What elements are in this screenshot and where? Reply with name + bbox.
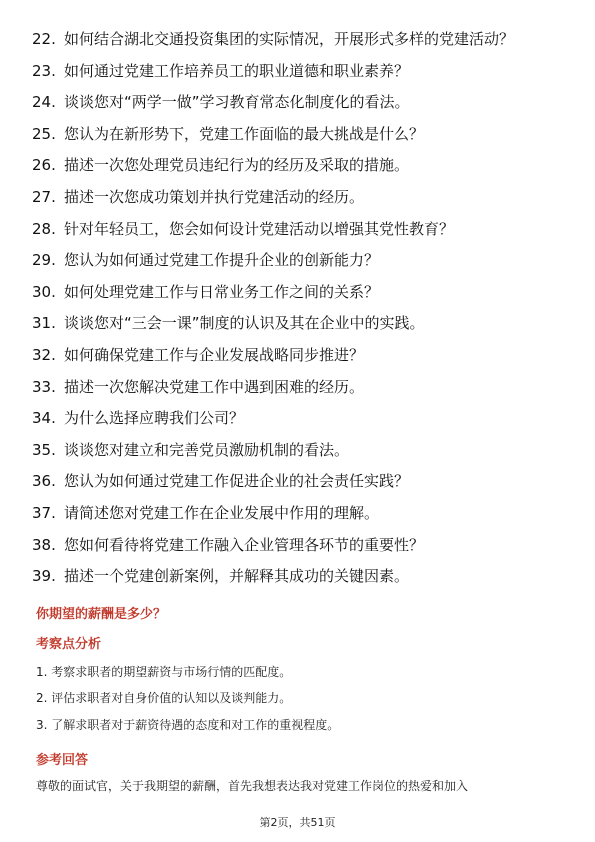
- question-number: 22.: [32, 30, 56, 48]
- list-item: [32, 439, 572, 461]
- question-text: 描述一个党建创新案例，并解释其成功的关键因素。: [64, 567, 410, 586]
- list-item: [32, 565, 572, 587]
- question-text: 如何通过党建工作培养员工的职业道德和职业素养？: [64, 61, 410, 80]
- question-text: 谈谈您对“三会一课”制度的认识及其在企业中的实践。: [64, 314, 425, 333]
- question-number: 25.: [32, 124, 56, 143]
- question-number: 24.: [32, 93, 56, 112]
- question-list: [32, 28, 572, 597]
- question-text: 谈谈您对建立和完善党员激励机制的看法。: [64, 440, 350, 459]
- salary-question-heading: 你期望的薪酬是多少？: [36, 607, 167, 622]
- list-item: [32, 407, 572, 429]
- question-text: 描述一次您成功策划并执行党建活动的经历。: [64, 187, 365, 206]
- question-text: 您如何看待将党建工作融入企业管理各环节的重要性？: [64, 535, 425, 554]
- question-text: 针对年轻员工，您会如何设计党建活动以增强其党性教育？: [64, 219, 455, 238]
- question-number: 28.: [32, 219, 56, 238]
- question-text: 您认为如何通过党建工作提升企业的创新能力？: [64, 251, 380, 270]
- question-text: 谈谈您对“两学一做”学习教育常态化制度化的看法。: [64, 93, 410, 112]
- question-text: 如何处理党建工作与日常业务工作之间的关系？: [64, 282, 380, 301]
- list-item: [32, 218, 572, 240]
- analysis-heading: 考察点分析: [36, 637, 102, 652]
- question-number: 36.: [32, 472, 56, 491]
- list-item: [32, 154, 572, 176]
- question-number: 38.: [32, 535, 56, 554]
- analysis-point: 2. 评估求职者对自身价值的认知以及谈判能力。: [36, 691, 292, 705]
- question-number: 29.: [32, 251, 56, 270]
- question-text: 为什么选择应聘我们公司？: [64, 409, 245, 428]
- page-number: 第2页，共51页: [259, 816, 336, 829]
- list-item: [32, 91, 572, 113]
- list-item: [32, 470, 572, 492]
- question-text: 如何确保党建工作与企业发展战略同步推进？: [64, 345, 365, 364]
- question-number: 32.: [32, 345, 56, 364]
- question-text: 请简述您对党建工作在企业发展中作用的理解。: [64, 503, 380, 522]
- question-number: 37.: [32, 503, 56, 522]
- question-text: 描述一次您解决党建工作中遇到困难的经历。: [64, 377, 365, 396]
- question-number: 39.: [32, 567, 56, 586]
- analysis-point: 3. 了解求职者对于薪资待遇的态度和对工作的重视程度。: [36, 718, 340, 732]
- list-item: [32, 534, 572, 556]
- question-number: 26.: [32, 156, 56, 175]
- question-number: 33.: [32, 377, 56, 396]
- list-item: [32, 60, 572, 82]
- answer-paragraph: 尊敬的面试官，关于我期望的薪酬，首先我想表达我对党建工作岗位的热爱和加入: [36, 779, 469, 793]
- list-item: [32, 344, 572, 366]
- question-number: 27.: [32, 187, 56, 206]
- question-text: 如何结合湖北交通投资集团的实际情况，开展形式多样的党建活动？: [64, 30, 515, 48]
- list-item: [32, 186, 572, 208]
- list-item: [32, 312, 572, 334]
- question-number: 34.: [32, 409, 56, 428]
- answer-heading: 参考回答: [36, 753, 89, 768]
- question-number: 35.: [32, 440, 56, 459]
- question-number: 31.: [32, 314, 56, 333]
- list-item: [32, 28, 572, 50]
- list-item: [32, 123, 572, 145]
- list-item: [32, 281, 572, 303]
- analysis-point: 1. 考察求职者的期望薪资与市场行情的匹配度。: [36, 665, 292, 679]
- question-text: 您认为在新形势下，党建工作面临的最大挑战是什么？: [64, 124, 425, 143]
- list-item: [32, 376, 572, 398]
- question-number: 23.: [32, 61, 56, 80]
- list-item: [32, 249, 572, 271]
- list-item: [32, 502, 572, 524]
- question-text: 您认为如何通过党建工作促进企业的社会责任实践？: [64, 472, 410, 491]
- question-text: 描述一次您处理党员违纪行为的经历及采取的措施。: [64, 156, 410, 175]
- question-number: 30.: [32, 282, 56, 301]
